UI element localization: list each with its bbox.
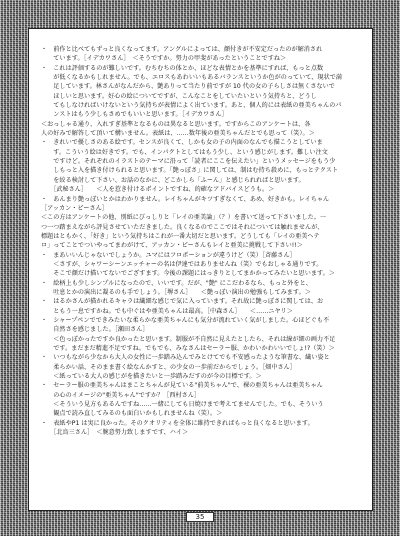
text-line: ・ あんまり艶っぽいとかはわかりません。レイちゃんがキツすぎなくて、あめ、好きかも。レイちゃん [41,195,330,203]
text-line: す。こういう絵は好きです。でも、インパクトとしてはもう少し、という感じがします。難しい注文 [41,148,328,156]
text-line: ・ まあいいんじゃないでしょうか。ユマにはフロポーションが違うけど（笑）［斉藤さん］ [41,251,296,259]
text-line: ンストはもう少しもさめでもいいと思います。［イデカワさん］ [41,111,228,119]
text-panel [28,28,373,511]
text-line: しもっと入を描き付けられると思います。「艶っぽさ」に関しては、制はむ持ち殺めに、もっとテクスト [41,167,339,175]
text-line: つ一つ踏まえながら評見させていただきました。良くなるのでここではそれについては触れませんが、 [41,223,324,231]
text-line: ＜おっしゃる通り、入れすぎ基準となるものは異なると思います。ですからこのアンケートは、各 [41,120,311,128]
text-line: です。まだまだ精進不足ですね。でもでも、みなさんはセーラー服、かわいかわいいでしょ!?（笑）＞ [41,345,335,352]
text-line: が低くなるかもしれません。でも、エロスもあわいいもあるバランスというか色がのっていて、現状で満 [41,74,343,82]
text-line: ・ シャープペンでできみたいな柔らかな亜美ちゃんにも気分が流れていく気がしました。心ほどぐも不 [41,316,330,324]
text-line: ・ セーラー服の亜美ちゃんはまことちゃんが見ている"前美ちゃん"で、裸の亜美ちゃんは亜美ちゃん [41,382,323,390]
text-line: ・ 前作と比べてもずっと良くなってます。アングルによっては、顔付きが不安定だったのが解消され [41,46,323,53]
text-line: ほしいと思います。好心の絵についてですが、こんなことをしていたいという気持ちと、どうし [41,92,317,100]
text-line: ・ これは評価するのが難しいです。むちむちの体とか、ほどな表情とかを基準にすれば、もっと点数 [41,64,324,72]
text-line: ・ 表紙やP1 は実に良かった。そのクオリティを全体に維持できればもっと良くなると思います。 [41,419,314,427]
text-line: ［北鳥三さん］ ＜腕意努力致しますです、ハイ＞ [41,429,189,437]
page-number: 35 [186,512,214,522]
text-line: 観点で読み直してみるのも面白いかもしれませんね（笑）。＞ [41,410,223,418]
text-line: ・ いつもながら少なから大人の女性に一歩踏み込んでみとけてでも不安感ったような筆書な、繊い姿と [41,354,330,362]
text-line: ［武秘さん］ ＜人を惹き付けるポイントですね、的確なアドバイスどうも。＞ [41,186,275,194]
text-line: ＜この方はアンケートの他、別紙にびっしりと「レイの亜美論」（？）を書いて送って下さいました。一 [41,214,327,222]
text-line: ＜さすが、シャワーシーンエッチャーの名は伊達ではありませんね（笑）でもおしゃる通りです。 [41,260,323,268]
text-line: ＜そういう見方もあるんですね……一緒にしても日焼けまで考えてませんでした。でも、そういう [41,401,324,409]
text-line: 足しています。林さんがなんだから、艶ありって当たり前ですが 10 代の女の子らしさは無くさないで [41,83,335,91]
text-line: 人の好みで解答して頂いて構いません。表紙は、……数年後の亜美ちゃんだとでも思って（笑）。＞ [41,130,315,138]
text-line: ですけど。それぞれのイラストのテーマに沿って「読者にここを伝えたい」というメッセージをもう少 [41,158,336,166]
text-line: 吐息とかの演出に凝るのも手でしょう。［堺さん］ ＜艶っぽい演出の勉強もしてみます。＞ [41,288,311,296]
text-line: ＜紙っている大人の感じがを描きたいと一歩踏みだすのが今の目標です。＞ [41,373,262,381]
reader-comments-column [41,45,362,437]
text-line: ［アッカン・ピーさん］ [41,204,108,212]
text-line: の心のイメージの"亜美ちゃん"ですか？［西村さん］ [41,391,201,399]
text-line: 自然さを感じました。［瀬田さん］ [41,326,149,334]
text-line: を絞る検討して下さい、お話のなかに、どこかしら「ふーん」と感じられればと思います。 [41,176,305,184]
text-line: ・ 絵柄上も少しシンプルになったので、いいです。だが、"艶" にこだわるなら、もっと外をと、 [41,279,312,287]
text-line: ともう一息ですかね。でも中ぐはや亜美ちゃんは最高。［中森さん］ ＜……ニヤリ＞ [41,307,293,315]
text-line: ・ きれいで優しさのある絵です。センスが良くて、しかも女の子の内面のなんでも描こうとしていま [41,139,323,147]
text-line: ・ はるかさんが描かれるキャラは繊細な感じで気に入っています。それ故に艶っぽさに関しては、お [41,298,324,306]
text-line: ロ」ってことでついやってまわがけて、アッカン・ピーさんもレイと亜美に挑戦して下さい!!＞ [41,242,303,250]
text-line: 柔らかい話、そのまま書く絵なんかすと、の少女の一歩前だからでしょう。［畑中さん］ [41,363,296,371]
text-line: 標題はともかく、「好き」という気持ちはこれが一番大切だと思います。どうしても「レイの亜美ヘテ [41,232,320,240]
text-line: ＜色っぽかったですか良かったと思います。制服が不自然に見えたとしたら、それは線が細の画力不足 [41,335,336,343]
text-line: ています。［イデカワさん］ ＜そうですか。努力の甲斐があったということですね＞ [41,55,287,63]
text-line: てもしなければいけないという気持ちが表情によく出ています。あと、個人的には表紙の亜美ちゃんのパ [41,102,342,110]
text-line: そこで顔だけ描いてないでござすます。今後の課題にはっきりとしてまかかってみたいと思います。＞ [41,270,335,278]
